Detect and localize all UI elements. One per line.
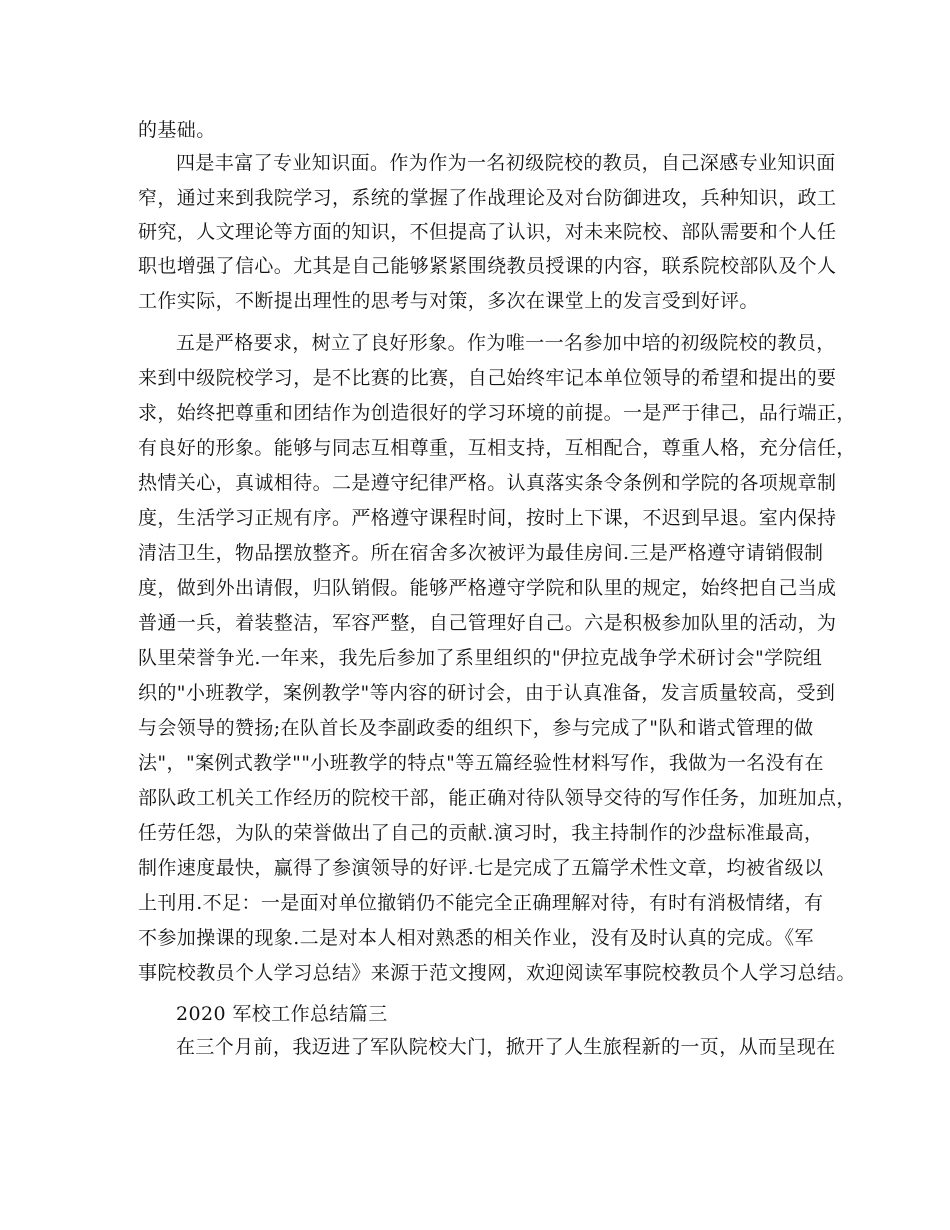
text-line: 上刊用.不足：一是面对单位撤销仍不能完全正确理解对待，有时有消极情绪，有 bbox=[138, 892, 824, 914]
text-line: 法"，"案例式教学""小班教学的特点"等五篇经验性材料写作，我做为一名没有在 bbox=[138, 752, 824, 774]
text-line: 工作实际，不断提出理性的思考与对策，多次在课堂上的发言受到好评。 bbox=[138, 290, 759, 312]
paragraph-start-line: 四是丰富了专业知识面。作为作为一名初级院校的教员，自己深感专业知识面 bbox=[176, 152, 836, 174]
text-line: 不参加操课的现象.二是对本人相对熟悉的相关作业，没有及时认真的完成。《军 bbox=[138, 927, 814, 949]
text-line: 度，生活学习正规有序。严格遵守课程时间，按时上下课，不迟到早退。室内保持 bbox=[138, 507, 837, 529]
text-line: 来到中级院校学习，是不比赛的比赛，自己始终牢记本单位领导的希望和提出的要 bbox=[138, 367, 837, 389]
section-heading: 2020 军校工作总结篇三 bbox=[176, 1003, 388, 1025]
text-line: 有良好的形象。能够与同志互相尊重，互相支持，互相配合，尊重人格，充分信任， bbox=[138, 437, 856, 459]
text-line: 任劳任怨，为队的荣誉做出了自己的贡献.演习时，我主持制作的沙盘标准最高， bbox=[138, 822, 824, 844]
paragraph-start-line: 五是严格要求，树立了良好形象。作为唯一一名参加中培的初级院校的教员， bbox=[176, 332, 836, 354]
text-line: 制作速度最快，赢得了参演领导的好评.七是完成了五篇学术性文章，均被省级以 bbox=[138, 857, 824, 879]
text-line: 研究，人文理论等方面的知识，不但提高了认识，对未来院校、部队需要和个人任 bbox=[138, 221, 837, 243]
text-line: 队里荣誉争光.一年来，我先后参加了系里组织的"伊拉克战争学术研讨会"学院组 bbox=[138, 647, 823, 669]
text-line: 的基础。 bbox=[138, 119, 216, 141]
text-line: 热情关心，真诚相待。二是遵守纪律严格。认真落实条令条例和学院的各项规章制 bbox=[138, 472, 837, 494]
text-line: 清洁卫生，物品摆放整齐。所在宿舍多次被评为最佳房间.三是严格遵守请销假制 bbox=[138, 542, 824, 564]
text-line: 与会领导的赞扬;在队首长及李副政委的组织下，参与完成了"队和谐式管理的做 bbox=[138, 717, 814, 739]
text-line: 窄，通过来到我院学习，系统的掌握了作战理论及对台防御进攻，兵种知识，政工 bbox=[138, 187, 837, 209]
text-line: 职也增强了信心。尤其是自己能够紧紧围绕教员授课的内容，联系院校部队及个人 bbox=[138, 255, 837, 277]
text-line: 普通一兵，着装整洁，军容严整，自己管理好自己。六是积极参加队里的活动，为 bbox=[138, 612, 837, 634]
text-line: 求，始终把尊重和团结作为创造很好的学习环境的前提。一是严于律己，品行端正， bbox=[138, 402, 856, 424]
paragraph-start-line: 在三个月前，我迈进了军队院校大门，掀开了人生旅程新的一页，从而呈现在 bbox=[176, 1036, 836, 1058]
text-line: 度，做到外出请假，归队销假。能够严格遵守学院和队里的规定，始终把自己当成 bbox=[138, 577, 837, 599]
text-line: 织的"小班教学，案例教学"等内容的研讨会，由于认真准备，发言质量较高，受到 bbox=[138, 682, 836, 704]
text-line: 事院校教员个人学习总结》来源于范文搜网，欢迎阅读军事院校教员个人学习总结。 bbox=[138, 962, 856, 984]
text-line: 部队政工机关工作经历的院校干部，能正确对待队领导交待的写作任务，加班加点， bbox=[138, 787, 856, 809]
